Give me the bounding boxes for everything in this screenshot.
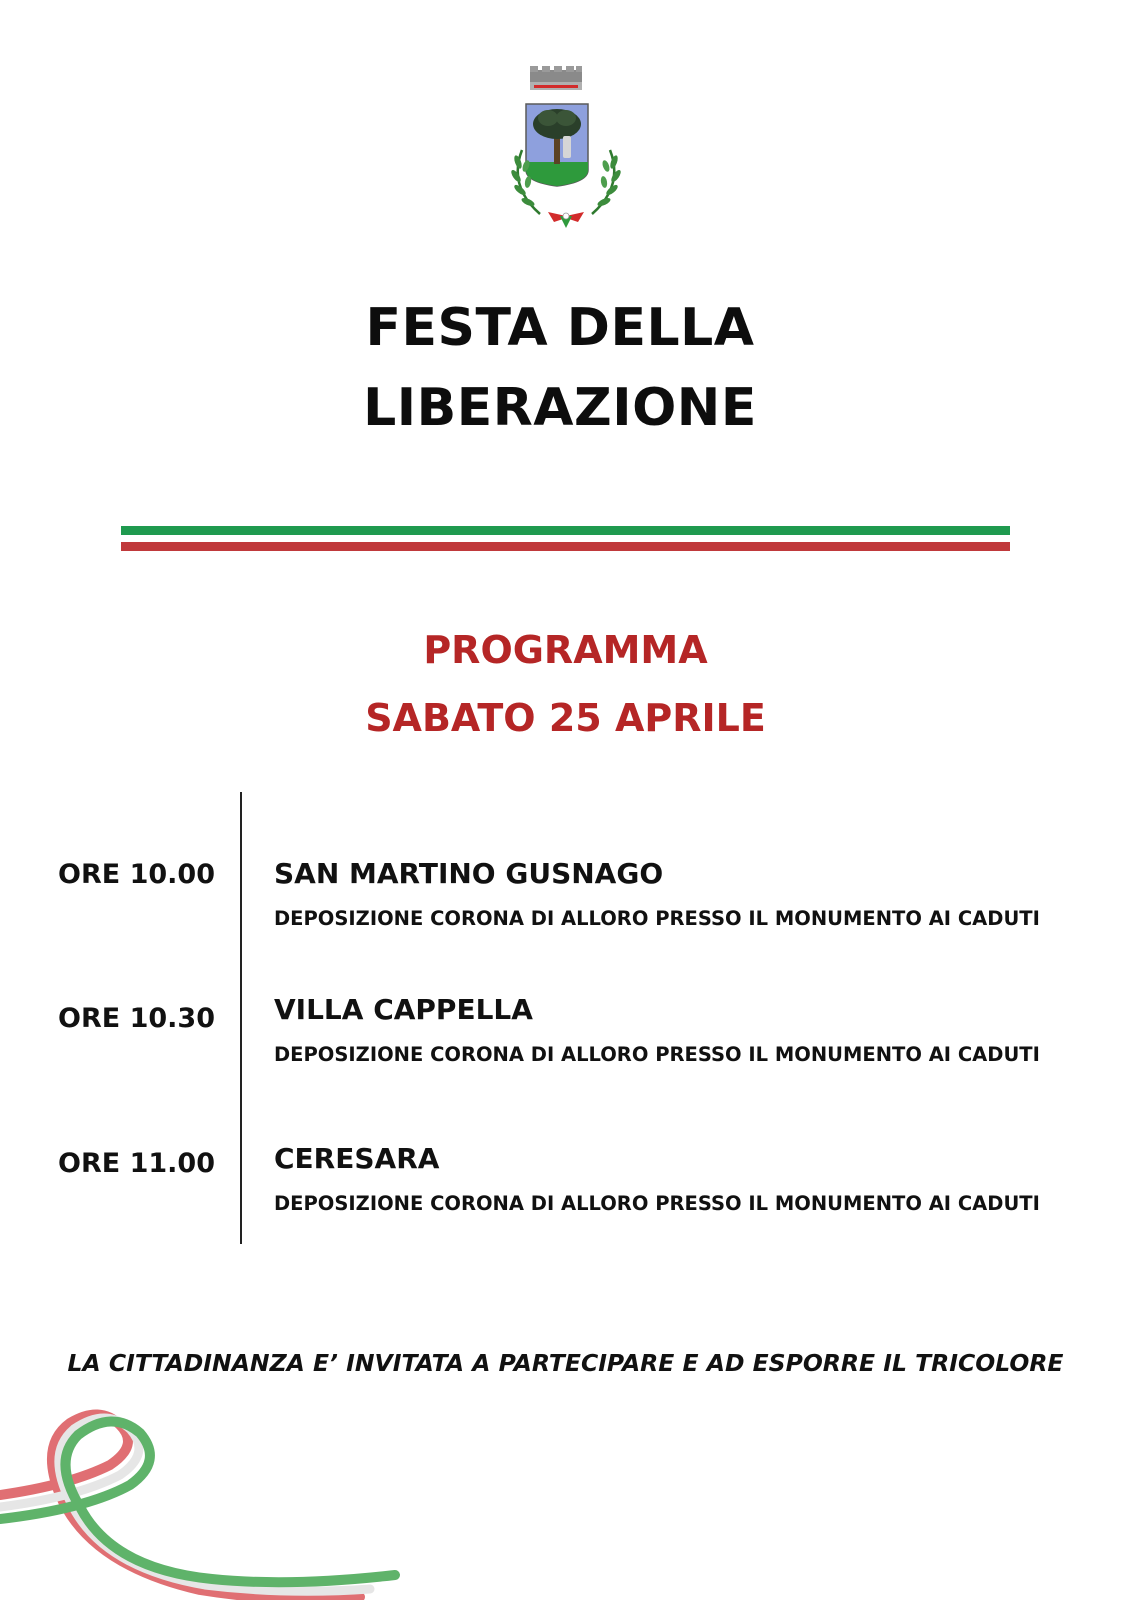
list-item <box>0 1142 1131 1232</box>
tricolor-ribbon-icon <box>0 1405 420 1600</box>
event-place: CERESARA <box>274 1142 440 1175</box>
event-description: DEPOSIZIONE CORONA DI ALLORO PRESSO IL MONUMENTO AI CADUTI <box>274 907 1040 930</box>
event-place: VILLA CAPPELLA <box>274 993 533 1026</box>
list-item <box>0 857 1131 947</box>
green-stripe <box>121 526 1010 535</box>
program-heading: PROGRAMMA <box>423 628 708 672</box>
event-time: ORE 10.30 <box>58 1003 215 1034</box>
invitation-text: LA CITTADINANZA E’ INVITATA A PARTECIPARE E AD ESPORRE IL TRICOLORE <box>67 1349 1064 1377</box>
crown-icon <box>530 66 582 90</box>
event-place: SAN MARTINO GUSNAGO <box>274 857 664 890</box>
page-title-line1: FESTA DELLA <box>365 298 755 358</box>
event-time: ORE 10.00 <box>58 859 215 890</box>
program-date: SABATO 25 APRILE <box>365 696 766 740</box>
red-stripe <box>121 542 1010 551</box>
event-description: DEPOSIZIONE CORONA DI ALLORO PRESSO IL MONUMENTO AI CADUTI <box>274 1192 1040 1215</box>
event-time: ORE 11.00 <box>58 1148 215 1179</box>
page-title-line2: LIBERAZIONE <box>363 378 757 438</box>
event-description: DEPOSIZIONE CORONA DI ALLORO PRESSO IL MONUMENTO AI CADUTI <box>274 1043 1040 1066</box>
municipal-coat-of-arms-icon <box>508 66 624 234</box>
list-item <box>0 993 1131 1083</box>
